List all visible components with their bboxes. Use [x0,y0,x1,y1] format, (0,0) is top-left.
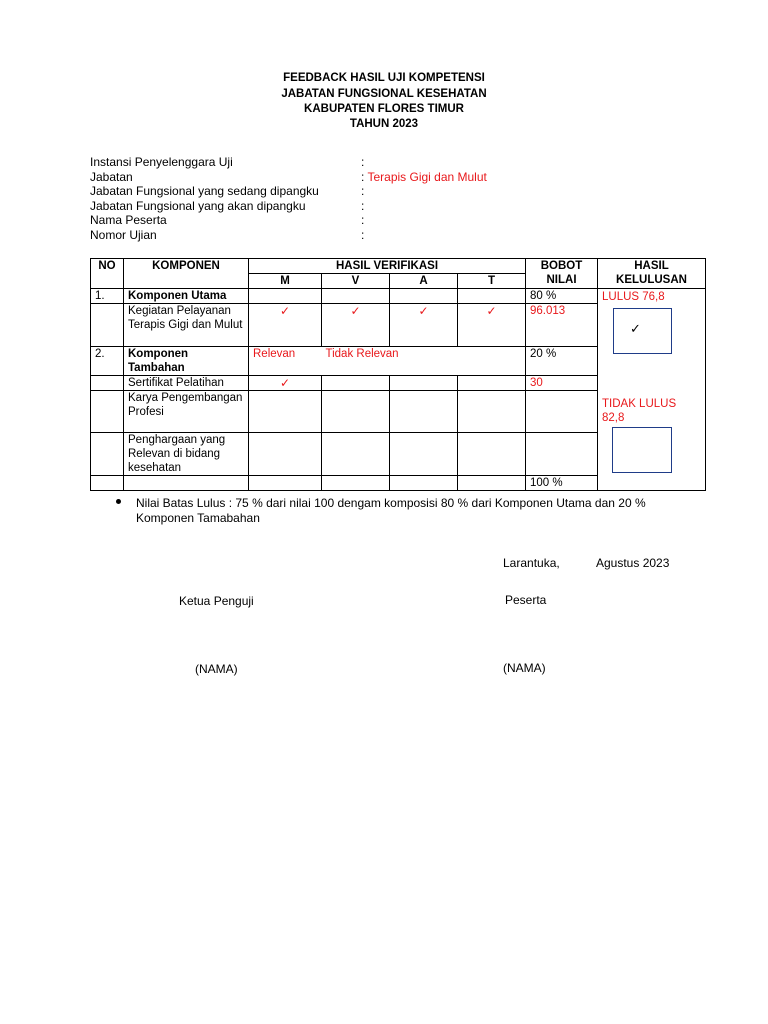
info-colon-nama-peserta: : [361,213,365,227]
row4-komponen: Sertifikat Pelatihan [124,376,249,391]
row3-tidak-relevan: Tidak Relevan [322,347,526,376]
note-batas-lulus: Nilai Batas Lulus : 75 % dari nilai 100 dengam komposisi 80 % dari Komponen Utama dan 20 % Komponen Tamabahan [136,496,646,525]
info-colon-nomor-ujian: : [361,228,365,242]
info-colon-instansi: : [361,155,365,169]
check-icon: ✓ [458,304,526,347]
info-label-instansi: Instansi Penyelenggara Uji [90,155,233,169]
row3-komponen: Komponen Tambahan [124,347,249,376]
row3-bobot: 20 % [526,347,598,376]
header-bobot-nilai: BOBOT NILAI [526,259,598,289]
check-icon: ✓ [249,304,322,347]
info-label-jabatan-akan: Jabatan Fungsional yang akan dipangku [90,199,306,213]
header-m: M [249,274,322,289]
info-colon-jabatan: : Terapis Gigi dan Mulut [361,170,487,184]
signature-right-role: Peserta [505,593,547,607]
row1-bobot: 80 % [526,289,598,304]
check-icon: ✓ [249,376,322,391]
check-icon: ✓ [322,304,390,347]
doc-title-line-1: FEEDBACK HASIL UJI KOMPETENSI [283,72,485,84]
header-komponen: KOMPONEN [124,259,249,289]
signature-place: Larantuka, [503,556,560,570]
header-hasil-verifikasi: HASIL VERIFIKASI [249,259,526,274]
header-a: A [390,274,458,289]
lulus-checkbox[interactable] [613,308,672,354]
info-label-jabatan: Jabatan [90,170,133,184]
check-icon: ✓ [630,321,641,336]
check-icon: ✓ [390,304,458,347]
row4-bobot: 30 [526,376,598,391]
row6-komponen: Penghargaan yang Relevan di bidang kesehatan [124,433,249,476]
signature-date: Agustus 2023 [596,556,670,570]
info-label-nomor-ujian: Nomor Ujian [90,228,157,242]
row3-no: 2. [91,347,124,376]
row7-bobot-total: 100 % [526,476,598,491]
row3-relevan: Relevan [249,347,322,376]
header-no: NO [91,259,124,289]
signature-left-name: (NAMA) [195,662,238,676]
header-t: T [458,274,526,289]
header-v: V [322,274,390,289]
info-colon-jabatan-sedang: : [361,184,365,198]
row2-bobot: 96.013 [526,304,598,347]
tidak-lulus-checkbox[interactable] [612,427,672,473]
doc-title-line-3: KABUPATEN FLORES TIMUR [304,103,464,115]
signature-right-name: (NAMA) [503,661,546,675]
row5-komponen: Karya Pengembangan Profesi [124,391,249,433]
doc-title-line-4: TAHUN 2023 [349,118,419,130]
row1-no: 1. [91,289,124,304]
info-label-nama-peserta: Nama Peserta [90,213,167,227]
row1-komponen: Komponen Utama [124,289,249,304]
header-hasil-kelulusan: HASIL KELULUSAN [598,259,706,289]
signature-left-role: Ketua Penguji [179,594,254,608]
kelulusan-lulus: LULUS 76,8 [602,291,665,303]
kelulusan-tidak-lulus: TIDAK LULUS 82,8 [602,398,677,424]
info-value-jabatan: Terapis Gigi dan Mulut [367,170,487,184]
doc-title-line-2: JABATAN FUNGSIONAL KESEHATAN [281,88,487,100]
info-label-jabatan-sedang: Jabatan Fungsional yang sedang dipangku [90,184,319,198]
bullet-icon [116,499,121,504]
info-colon-jabatan-akan: : [361,199,365,213]
row2-komponen: Kegiatan Pelayanan Terapis Gigi dan Mulut [124,304,249,347]
